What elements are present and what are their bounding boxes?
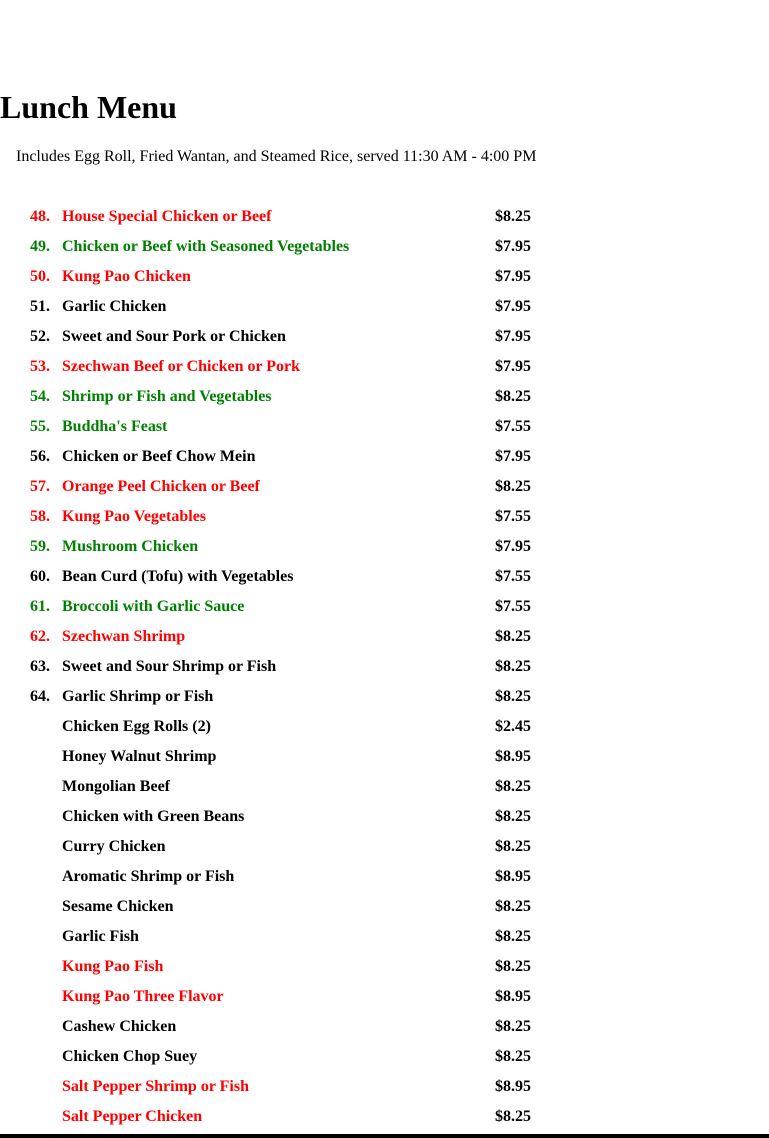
item-price: $7.95 [495, 328, 531, 345]
item-price: $8.95 [495, 1078, 531, 1095]
item-price: $8.25 [495, 1108, 531, 1125]
item-number: 60. [30, 568, 50, 585]
item-price: $7.55 [495, 508, 531, 525]
item-price: $8.25 [495, 778, 531, 795]
item-price: $7.55 [495, 598, 531, 615]
menu-item [0, 652, 769, 682]
menu-item [0, 952, 769, 982]
item-price: $8.25 [495, 688, 531, 705]
menu-item [0, 982, 769, 1012]
item-price: $7.55 [495, 568, 531, 585]
menu-item [0, 592, 769, 622]
item-number: 56. [30, 448, 50, 465]
menu-item [0, 922, 769, 952]
item-name: Honey Walnut Shrimp [62, 748, 217, 765]
menu-item [0, 262, 769, 292]
menu-item [0, 202, 769, 232]
item-number: 59. [30, 538, 50, 555]
item-number: 50. [30, 268, 50, 285]
item-price: $8.25 [495, 808, 531, 825]
item-name: Kung Pao Vegetables [62, 508, 207, 525]
item-price: $8.25 [495, 1048, 531, 1065]
item-price: $7.95 [495, 238, 531, 255]
item-price: $8.25 [495, 838, 531, 855]
item-number: 53. [30, 358, 50, 375]
item-price: $8.25 [495, 388, 531, 405]
item-price: $8.25 [495, 1018, 531, 1035]
item-name: Sesame Chicken [62, 898, 174, 915]
menu-item [0, 502, 769, 532]
menu-item [0, 322, 769, 352]
item-number: 49. [30, 238, 50, 255]
item-name: Chicken or Beef Chow Mein [62, 448, 256, 465]
item-price: $8.25 [495, 898, 531, 915]
item-price: $7.95 [495, 358, 531, 375]
item-price: $8.95 [495, 868, 531, 885]
menu-item [0, 1072, 769, 1102]
item-price: $8.25 [495, 928, 531, 945]
item-name: Salt Pepper Chicken [62, 1108, 203, 1125]
menu-item [0, 532, 769, 562]
item-name: Buddha's Feast [62, 418, 168, 435]
item-price: $8.25 [495, 628, 531, 645]
menu-item [0, 832, 769, 862]
item-name: Kung Pao Three Flavor [62, 988, 224, 1005]
item-number: 63. [30, 658, 50, 675]
item-name: Szechwan Beef or Chicken or Pork [62, 358, 301, 375]
item-number: 55. [30, 418, 50, 435]
item-name: Szechwan Shrimp [62, 628, 186, 645]
item-price: $8.95 [495, 988, 531, 1005]
item-name: Garlic Chicken [62, 298, 167, 315]
item-name: Shrimp or Fish and Vegetables [62, 388, 272, 405]
menu-item [0, 742, 769, 772]
item-name: Bean Curd (Tofu) with Vegetables [62, 568, 294, 585]
menu-item [0, 682, 769, 712]
menu-item [0, 892, 769, 922]
menu-item [0, 802, 769, 832]
item-name: Chicken with Green Beans [62, 808, 245, 825]
menu-item [0, 472, 769, 502]
menu-item [0, 232, 769, 262]
menu-subtitle: Includes Egg Roll, Fried Wantan, and Steamed Rice, served 11:30 AM - 4:00 PM [16, 148, 537, 165]
menu-item [0, 352, 769, 382]
item-name: Orange Peel Chicken or Beef [62, 478, 260, 495]
menu-list [0, 202, 769, 1132]
item-name: Salt Pepper Shrimp or Fish [62, 1078, 249, 1095]
item-price: $8.25 [495, 478, 531, 495]
bottom-divider [0, 1134, 769, 1138]
menu-item [0, 562, 769, 592]
item-price: $8.25 [495, 658, 531, 675]
item-price: $7.95 [495, 448, 531, 465]
item-number: 57. [30, 478, 50, 495]
item-name: Broccoli with Garlic Sauce [62, 598, 245, 615]
item-name: Garlic Shrimp or Fish [62, 688, 214, 705]
item-price: $7.95 [495, 538, 531, 555]
item-number: 48. [30, 208, 50, 225]
item-price: $7.95 [495, 298, 531, 315]
item-name: Garlic Fish [62, 928, 139, 945]
item-number: 62. [30, 628, 50, 645]
item-name: Kung Pao Fish [62, 958, 164, 975]
item-name: Mushroom Chicken [62, 538, 199, 555]
item-name: Aromatic Shrimp or Fish [62, 868, 235, 885]
menu-item [0, 1102, 769, 1132]
item-name: Sweet and Sour Pork or Chicken [62, 328, 286, 345]
item-price: $8.95 [495, 748, 531, 765]
item-price: $8.25 [495, 958, 531, 975]
item-number: 58. [30, 508, 50, 525]
item-price: $7.55 [495, 418, 531, 435]
menu-item [0, 1012, 769, 1042]
item-name: Chicken Chop Suey [62, 1048, 198, 1065]
item-name: House Special Chicken or Beef [62, 208, 272, 225]
item-number: 51. [30, 298, 50, 315]
menu-item [0, 442, 769, 472]
item-number: 52. [30, 328, 50, 345]
menu-item [0, 382, 769, 412]
menu-item [0, 622, 769, 652]
item-name: Sweet and Sour Shrimp or Fish [62, 658, 277, 675]
item-name: Curry Chicken [62, 838, 166, 855]
item-number: 61. [30, 598, 50, 615]
item-name: Chicken Egg Rolls (2) [62, 718, 211, 735]
item-price: $2.45 [495, 718, 531, 735]
item-price: $7.95 [495, 268, 531, 285]
menu-item [0, 412, 769, 442]
item-name: Kung Pao Chicken [62, 268, 191, 285]
menu-item [0, 772, 769, 802]
item-name: Cashew Chicken [62, 1018, 177, 1035]
menu-item [0, 1042, 769, 1072]
item-number: 64. [30, 688, 50, 705]
item-number: 54. [30, 388, 50, 405]
item-name: Chicken or Beef with Seasoned Vegetables [62, 238, 350, 255]
page-title: Lunch Menu [0, 89, 177, 125]
item-price: $8.25 [495, 208, 531, 225]
item-name: Mongolian Beef [62, 778, 170, 795]
menu-item [0, 712, 769, 742]
menu-item [0, 292, 769, 322]
menu-item [0, 862, 769, 892]
